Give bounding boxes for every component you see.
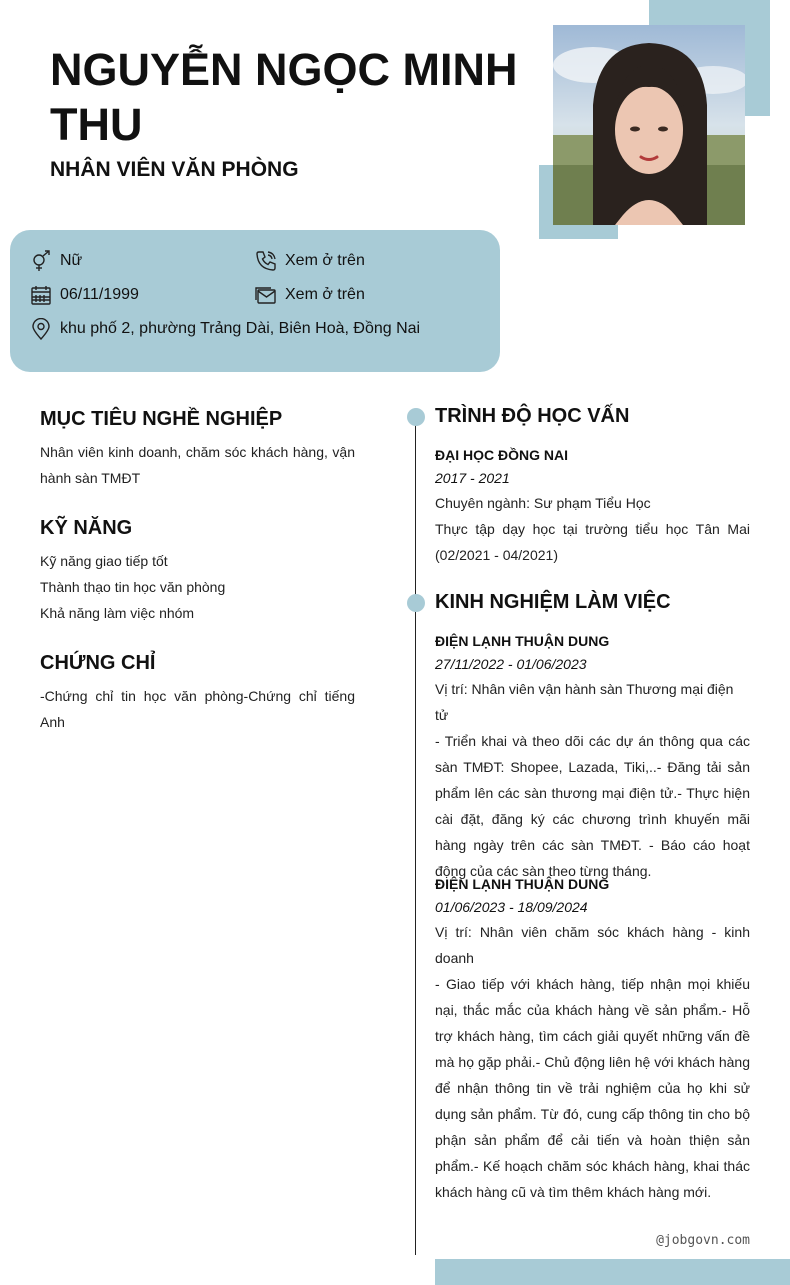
skill-item: Kỹ năng giao tiếp tốt xyxy=(40,553,168,569)
objective-text: Nhân viên kinh doanh, chăm sóc khách hàng, vận hành sàn TMĐT xyxy=(40,444,355,486)
phone-row xyxy=(255,250,365,272)
email-row xyxy=(255,284,365,306)
address-row xyxy=(30,318,420,340)
skill-item: Khả năng làm việc nhóm xyxy=(40,605,195,621)
job-description: - Giao tiếp với khách hàng, tiếp nhận mọi khiếu nại, thắc mắc của khách hàng về sản phẩm.- Hỗ trợ khách hàng, tìm cách giải quyết những vấn đề mà họ gặp phải.- Chủ động liên hệ với khách hàng để nhận thông tin về trải nghiệm của họ khi sử dụng sản phẩm. Từ đó, cung cấp thông tin cho bộ phận sản phẩm để cải tiến và hoàn thiện sản phẩm.- Kế hoạch chăm sóc khách hàng, khai thác khách hàng cũ và tìm thêm khách hàng mới. xyxy=(435,976,750,1200)
job-position: Vị trí: Nhân viên vận hành sàn Thương mại điện tử xyxy=(435,681,734,723)
education-detail: Thực tập dạy học tại trường tiểu học Tân Mai (02/2021 - 04/2021) xyxy=(435,521,750,563)
company-name: ĐIỆN LẠNH THUẬN DUNG xyxy=(435,633,610,649)
email-value: Xem ở trên xyxy=(285,286,365,303)
skills-heading: KỸ NĂNG xyxy=(40,517,133,539)
gender-value: Nữ xyxy=(60,252,83,269)
experience-heading: KINH NGHIỆM LÀM VIỆC xyxy=(435,591,671,613)
education-period: 2017 - 2021 xyxy=(435,470,510,486)
education-entry xyxy=(435,444,750,568)
timeline-line xyxy=(415,412,416,1255)
skill-item: Thành thạo tin học văn phòng xyxy=(40,579,226,595)
job-description: - Triển khai và theo dõi các dự án thông qua các sàn TMĐT: Shopee, Lazada, Tiki,..- Đăng tải sản phẩm lên các sàn thương mại điện tử.- Thực hiện cài đặt, đăng ký các chương trình khuyến mãi hàng ngày trên các sàn TMĐT. - Báo cáo hoạt động của các sàn theo từng tháng. xyxy=(435,733,750,879)
footer-bar xyxy=(435,1259,790,1285)
job-position: Vị trí: Nhân viên chăm sóc khách hàng - kinh doanh xyxy=(435,924,750,966)
location-icon xyxy=(30,318,52,340)
personal-info-box xyxy=(10,230,500,372)
profile-photo xyxy=(553,25,745,225)
job-period: 27/11/2022 - 01/06/2023 xyxy=(435,656,587,672)
school-name: ĐẠI HỌC ĐỒNG NAI xyxy=(435,447,568,463)
email-icon xyxy=(255,284,277,306)
timeline-dot-experience xyxy=(407,594,425,612)
address-value: khu phố 2, phường Trảng Dài, Biên Hoà, Đồng Nai xyxy=(60,320,421,337)
calendar-icon xyxy=(30,284,52,306)
skills-list xyxy=(40,548,355,626)
certificates-text: -Chứng chỉ tin học văn phòng-Chứng chỉ tiếng Anh xyxy=(40,688,355,730)
certificates-heading: CHỨNG CHỈ xyxy=(40,652,156,674)
job-period: 01/06/2023 - 18/09/2024 xyxy=(435,899,588,915)
birthday-value: 06/11/1999 xyxy=(60,286,139,303)
job-title: NHÂN VIÊN VĂN PHÒNG xyxy=(50,158,299,181)
gender-icon xyxy=(30,250,52,272)
birthday-row xyxy=(30,284,139,306)
phone-icon xyxy=(255,250,277,272)
experience-entry xyxy=(435,630,750,884)
phone-value: Xem ở trên xyxy=(285,252,365,269)
education-heading: TRÌNH ĐỘ HỌC VẤN xyxy=(435,405,630,427)
timeline-dot-education xyxy=(407,408,425,426)
education-major: Chuyên ngành: Sư phạm Tiểu Học xyxy=(435,495,651,511)
experience-entry xyxy=(435,873,750,1205)
gender-row xyxy=(30,250,82,272)
company-name: ĐIỆN LẠNH THUẬN DUNG xyxy=(435,876,610,892)
watermark-text: @jobgovn.com xyxy=(656,1233,750,1248)
candidate-name: NGUYỄN NGỌC MINH THU xyxy=(50,44,518,150)
objective-heading: MỤC TIÊU NGHỀ NGHIỆP xyxy=(40,408,283,430)
